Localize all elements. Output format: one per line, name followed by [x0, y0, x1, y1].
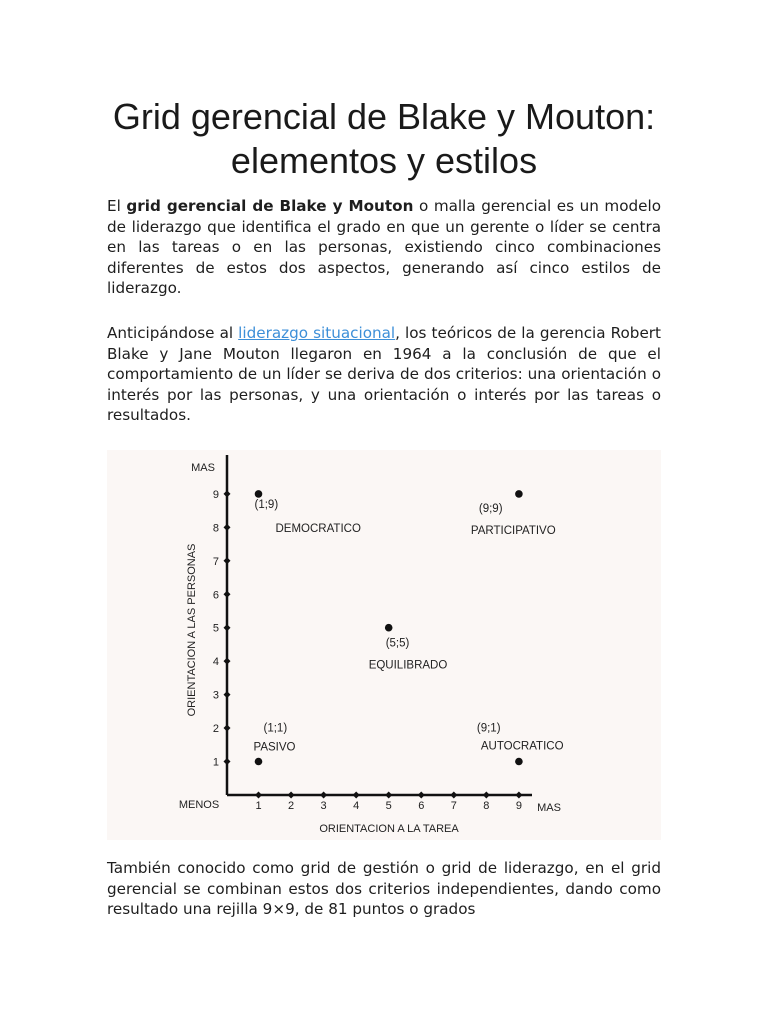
x-tick-mark: [288, 792, 295, 799]
page-title: Grid gerencial de Blake y Mouton: elementos y estilos: [112, 96, 656, 181]
p1-post: o malla gerencial es un modelo de liderazgo que identifica el grado en que un gerente o líder se centra en las tareas o en las personas, existiendo cinco combinaciones diferentes de estos dos aspectos, generando así cinco estilos de liderazgo.: [107, 197, 661, 298]
y-tick-mark: [224, 725, 231, 732]
x-tick-label: 4: [353, 800, 360, 812]
x-tick-mark: [515, 792, 522, 799]
p2-post: , los teóricos de la gerencia Robert Blake y Jane Mouton llegaron en 1964 a la conclusión de que el comportamiento de un líder se deriva de dos criterios: una orientación o interés por las personas, y una orientación o interés por las tareas o resultados.: [107, 324, 661, 425]
point-style-label: DEMOCRATICO: [275, 522, 361, 535]
point-style-label: PARTICIPATIVO: [470, 524, 556, 537]
x-tick-label: 7: [450, 800, 457, 812]
y-tick-label: 9: [212, 488, 219, 501]
x-tick-label: 2: [287, 800, 295, 812]
y-tick-label: 6: [212, 589, 219, 602]
point-coord-label: (9;1): [476, 722, 501, 735]
point-coord-label: (1;9): [254, 498, 279, 511]
y-axis-title: ORIENTACION A LAS PERSONAS: [186, 543, 198, 717]
y-tick-label: 4: [212, 656, 219, 669]
x-tick-label: 8: [483, 800, 490, 812]
grid-description-paragraph: También conocido como grid de gestión o grid de liderazgo, en el grid gerencial se combinan estos dos criterios independientes, dando como resultado una rejilla 9×9, de 81 puntos o grados: [107, 859, 661, 919]
managerial-grid-chart: [107, 450, 661, 840]
y-tick-label: 2: [212, 723, 219, 736]
y-tick-label: 8: [212, 522, 219, 535]
x-max-label: MAS: [537, 802, 561, 814]
point-coord-label: (5;5): [385, 637, 410, 650]
y-tick-mark: [224, 490, 231, 497]
point-autocratico: [515, 758, 523, 766]
point-participativo: [515, 490, 523, 498]
y-tick-mark: [224, 591, 231, 598]
liderazgo-situacional-link[interactable]: liderazgo situacional: [238, 324, 396, 342]
point-coord-label: (9;9): [478, 502, 503, 515]
x-tick-label: 1: [255, 800, 262, 812]
x-tick-mark: [353, 792, 360, 799]
x-tick-label: 5: [385, 800, 392, 812]
y-tick-mark: [224, 691, 231, 698]
point-equilibrado: [385, 624, 393, 632]
origin-label: MENOS: [178, 799, 220, 811]
history-paragraph: [107, 323, 661, 426]
x-tick-label: 3: [320, 800, 327, 812]
intro-paragraph: [107, 196, 661, 299]
p1-bold-term: grid gerencial de Blake y Mouton: [126, 197, 414, 215]
y-tick-mark: [224, 624, 231, 631]
x-tick-mark: [450, 792, 457, 799]
x-tick-mark: [255, 792, 262, 799]
y-max-label: MAS: [191, 462, 215, 474]
point-style-label: EQUILIBRADO: [368, 659, 448, 672]
x-tick-mark: [320, 792, 327, 799]
x-tick-mark: [418, 792, 425, 799]
point-coord-label: (1;1): [263, 722, 288, 735]
y-tick-mark: [224, 557, 231, 564]
y-tick-label: 5: [212, 622, 219, 635]
y-tick-mark: [224, 658, 231, 665]
y-tick-mark: [224, 524, 231, 531]
p2-pre: Anticipándose al: [107, 324, 239, 342]
x-tick-mark: [385, 792, 392, 799]
point-democratico: [255, 490, 263, 498]
y-tick-label: 3: [212, 689, 219, 702]
point-style-label: AUTOCRATICO: [480, 740, 564, 753]
x-axis-title: ORIENTACION A LA TAREA: [319, 823, 459, 835]
managerial-grid-figure: [107, 450, 661, 840]
point-style-label: PASIVO: [253, 741, 296, 754]
x-tick-label: 6: [418, 800, 425, 812]
y-tick-label: 1: [212, 756, 219, 769]
p1-pre: El: [107, 197, 127, 215]
x-tick-label: 9: [515, 800, 522, 812]
y-tick-mark: [224, 758, 231, 765]
point-pasivo: [255, 758, 263, 766]
x-tick-mark: [483, 792, 490, 799]
y-tick-label: 7: [212, 555, 219, 568]
